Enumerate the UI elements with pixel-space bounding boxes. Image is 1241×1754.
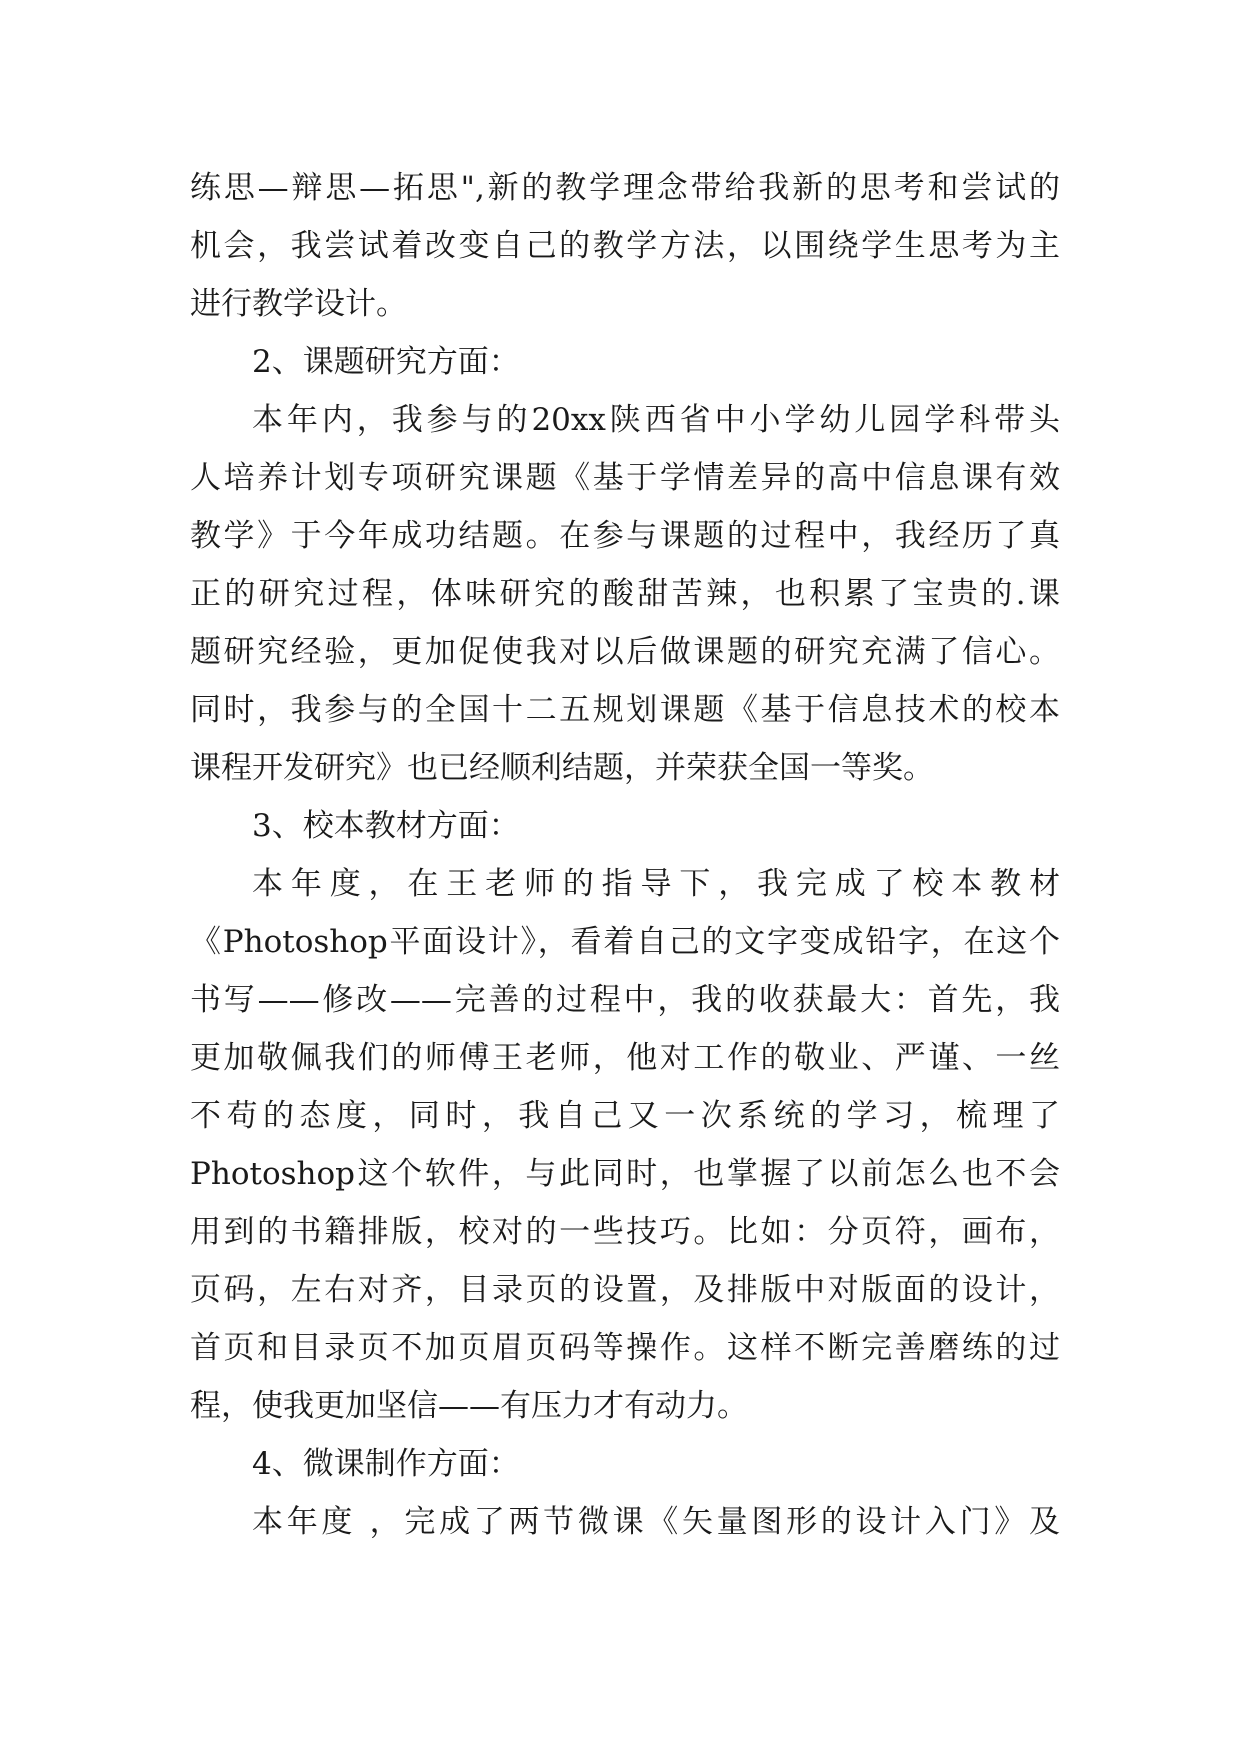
text-line: Photoshop这个软件，与此同时，也掌握了以前怎么也不会: [190, 1156, 1060, 1192]
text-line: 进行教学设计。: [190, 286, 407, 322]
text-line: 书写——修改——完善的过程中，我的收获最大：首先，我: [190, 982, 1060, 1018]
text-line: 练思—辩思—拓思",新的教学理念带给我新的思考和尝试的: [190, 170, 1060, 206]
text-line: 题研究经验，更加促使我对以后做课题的研究充满了信心。: [190, 634, 1060, 670]
text-line: 程，使我更加坚信——有压力才有动力。: [190, 1388, 748, 1424]
section-heading: 4、微课制作方面：: [252, 1446, 520, 1482]
text-line: 不苟的态度，同时，我自己又一次系统的学习，梳理了: [190, 1098, 1060, 1134]
text-line: 更加敬佩我们的师傅王老师，他对工作的敬业、严谨、一丝: [190, 1040, 1060, 1076]
text-line: 《Photoshop平面设计》，看着自己的文字变成铅字，在这个: [190, 924, 1060, 960]
text-line: 课程开发研究》也已经顺利结题，并荣获全国一等奖。: [190, 750, 934, 786]
text-line: 教学》于今年成功结题。在参与课题的过程中，我经历了真: [190, 518, 1060, 554]
text-line: 本年内，我参与的20xx陕西省中小学幼儿园学科带头: [252, 402, 1060, 438]
section-heading: 2、课题研究方面：: [252, 344, 520, 380]
text-line: 同时，我参与的全国十二五规划课题《基于信息技术的校本: [190, 692, 1060, 728]
text-line: 人培养计划专项研究课题《基于学情差异的高中信息课有效: [190, 460, 1060, 496]
text-line: 用到的书籍排版，校对的一些技巧。比如：分页符，画布，: [190, 1214, 1060, 1250]
text-line: 机会，我尝试着改变自己的教学方法，以围绕学生思考为主: [190, 228, 1060, 264]
text-line: 首页和目录页不加页眉页码等操作。这样不断完善磨练的过: [190, 1330, 1060, 1366]
section-heading: 3、校本教材方面：: [252, 808, 520, 844]
text-line: 页码，左右对齐，目录页的设置，及排版中对版面的设计，: [190, 1272, 1060, 1308]
text-line: 本年度，在王老师的指导下，我完成了校本教材: [252, 866, 1060, 902]
text-line: 正的研究过程，体味研究的酸甜苦辣，也积累了宝贵的.课: [190, 576, 1060, 612]
text-line: 本年度 ，完成了两节微课《矢量图形的设计入门》及: [252, 1504, 1060, 1540]
